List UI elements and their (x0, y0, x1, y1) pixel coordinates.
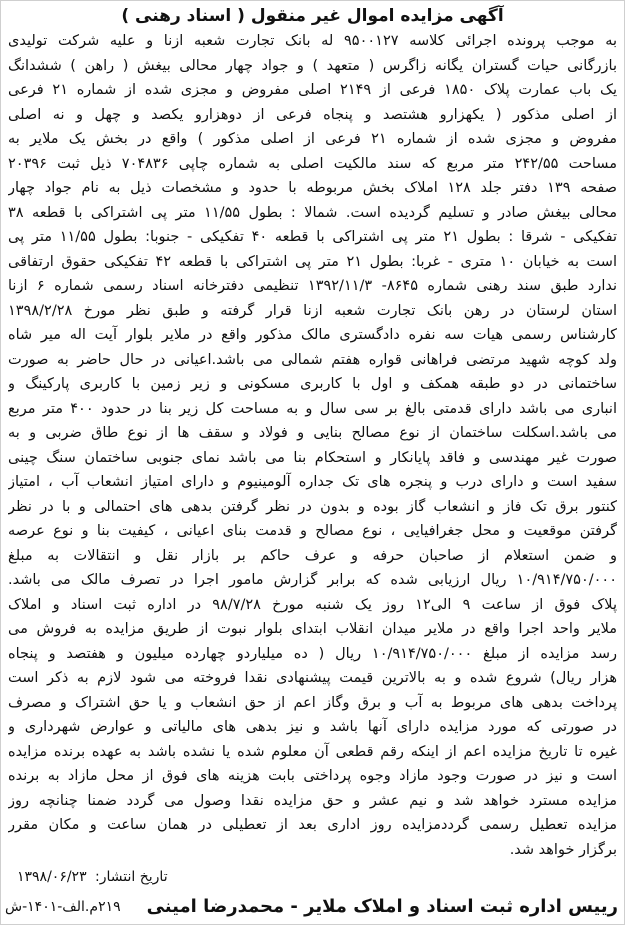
body-line: استان لرستان در رهن بانک تجارت شعبه ازنا قرار گرفته و طبق نظر مورخ ۱۳۹۸/۲/۲۸ (8, 302, 617, 319)
body-line: ملایر واحد اجرا واقع در ملایر میدان انقلاب ابتدای بلوار نبوت از طریق مزایده به فروش می (8, 621, 617, 637)
body-line: در صورتی که مورد مزایده دارای آنها باشد و نیز بدهی های مالیاتی و عوارض شهرداری و (8, 719, 617, 735)
body-line: است به خیابان ۱۰ متری - غربا: بطول ۲۱ متر پی اشتراکی با قطعه ۴۲ تفکیکی حقوق ارتفاقی (8, 253, 617, 270)
body-line: می باشد.اسکلت ساختمان از نوع مصالح بنایی و فولاد و سقف ها از نوع طاق ضربی و به (8, 425, 617, 441)
body-line: صفحه ۱۳۹ دفتر جلد ۱۲۸ املاک بخش مربوطه با حدود و مشخصات ذیل به نام جواد چهار (8, 180, 617, 196)
body-line: کارشناس رسمی هیات سه نفره دادگستری مالک مذکور واقع در ملایر بلوار آیت اله میر شاه (8, 327, 617, 343)
body-line: به موجب پرونده اجرائی کلاسه ۹۵۰۰۱۲۷ له بانک تجارت شعبه ازنا و علیه شرکت تولیدی (8, 33, 617, 49)
signature-line: رییس اداره ثبت اسناد و املاک ملایر - محمدرضا امینی (146, 896, 618, 917)
body-line: مفروض و مجزی شده از شماره ۲۱ فرعی از اصلی مذکور ) واقع در بخش یک ملایر به (8, 131, 617, 147)
body-line: کنتور برق تک فاز و انشعاب گاز بوده و بدون در نظر گرفتن بدهی های احتمالی و با در نظر (8, 498, 617, 515)
publish-date-value: ۱۳۹۸/۰۶/۲۳ (17, 869, 87, 885)
body-line: محالی بیغش صادر و تسلیم گردیده است. شمالا : بطول ۱۱/۵۵ متر پی اشتراکی با قطعه ۳۸ (8, 204, 617, 221)
body-line: پرداخت بدهی های مربوط به آب و برق وگاز اعم از حق انشعاب و یا حق اشتراک و مصرف (8, 694, 617, 711)
body-line-final: برگزار خواهد شد. (509, 841, 617, 858)
body-line: ولد کوچه شهید مرتضی فراهانی قواره هفتم شمالی می باشد.اعیانی در حال حاضر به صورت (8, 351, 617, 368)
body-line: است و نیز در صورت وجود مازاد وجوه پرداختی بابت هزینه های فوق از محل مازاد به برنده (8, 768, 617, 784)
body-line: گرفتن موقعیت و محل جغرافیایی ، نوع مصالح و قدمت بنای اعیانی ، کیفیت بنا و نوع عرصه (8, 523, 617, 539)
body-line: سفید است و دارای درب و پنجره های تک جداره آلومینیوم و دارای امتیاز انشعاب آب ، امتیاز (8, 474, 617, 490)
body-line: از اصلی مذکور ( یکهزارو هشتصد و پنجاه فرعی از دوهزارو یکصد و چهل و نه اصلی (8, 106, 617, 123)
body-line: ساختمانی در دو طبقه همکف و اول با کاربری مسکونی و زیر زمین با کاربری پارکینگ و (8, 376, 617, 392)
body-line: تفکیکی - شرقا : بطول ۲۱ متر پی اشتراکی با قطعه ۴۰ تفکیکی - جنوبا: بطول ۱۱/۵۵ متر پی (8, 229, 617, 245)
body-line: ۱۰/۹۱۴/۷۵۰/۰۰۰ ریال ارزیابی شده که برابر گزارش مامور اجرا در تصرف مالک می باشد. (8, 572, 617, 588)
body-line: یک باب عمارت پلاک ۱۸۵۰ فرعی از ۲۱۴۹ اصلی مفروض و مجزی شده از شماره ۲۱ فرعی (8, 82, 617, 98)
notice-body (8, 29, 617, 862)
body-line: غیره تا تاریخ مزایده اعم از اینکه رقم قطعی آن معلوم شده یا نشده باشد به عهده برنده مزایده (8, 743, 617, 760)
body-line: هزار ریال) شروع شده و به بالاترین قیمت پیشنهادی نقدا فروخته می شود لازم به ذکر است (8, 670, 617, 686)
body-line: و ضمن استعلام از صاحبان حرفه و عرف حاکم بر بازار نقل و انتقالات به مبلغ (8, 547, 617, 564)
body-line: مزایده تعطیل رسمی گرددمزایده روز اداری بعد از تعطیلی در همان ساعت و مکان مقرر (8, 817, 617, 833)
body-line: مزایده مسترد خواهد شد و نیم عشر و حق مزایده نقدا وصول می گردد ضمنا چنانچه روز (8, 792, 617, 809)
publish-date (17, 866, 168, 888)
body-line: رسد مزایده از مبلغ ۱۰/۹۱۴/۷۵۰/۰۰۰ ریال ( ده میلیاردو چهارده میلیون و هفتصد و پنجاه (8, 645, 617, 662)
body-line: پلاک فوق از ساعت ۹ الی۱۲ روز یک شنبه مورخ ۹۸/۷/۲۸ در اداره ثبت اسناد و املاک (8, 596, 617, 613)
body-line: بازرگانی حیات گستران یگانه زاگرس ( متعهد ) و جواد چهار محالی بیغش ( راهن ) ششدانگ (8, 57, 617, 74)
body-line: مساحت ۲۴۲/۵۵ متر مربع که سند مالکیت اصلی به شماره چاپی ۷۰۴۸۳۶ ذیل ثبت ۲۰۳۹۶ (8, 155, 617, 172)
body-line: انباری می باشد دارای قدمتی بالغ بر سی سال و به مساحت کل زیر بنا در حدود ۴۰۰ متر مربع (8, 400, 617, 417)
notice-title: آگهی مزایده اموال غیر منقول ( اسناد رهنی ) (121, 6, 504, 26)
body-line: ندارد طبق سند رهنی شماره ۸۶۴۵- ۱۳۹۲/۱۱/۳ تنظیمی دفترخانه اسناد رسمی شماره ۶ ازنا (8, 278, 617, 294)
reference-code: ۲۱۹م.الف-۱۴۰۱-ش (5, 899, 121, 915)
body-line: صورت غیر مهندسی و فاقد پایانکار و استحکام بنا می باشد نمای جنوبی ساختمان سنگ چینی (8, 449, 617, 466)
publish-date-label: تاریخ انتشار: (95, 869, 168, 885)
